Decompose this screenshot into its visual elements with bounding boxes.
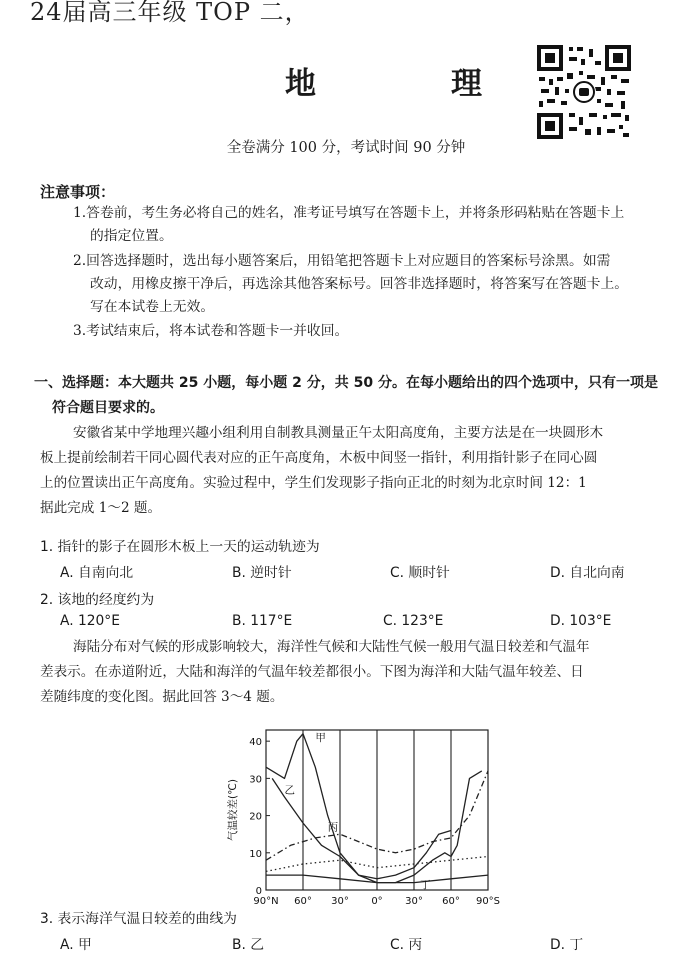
passage1-line3: 上的位置读出正午高度角。实验过程中，学生们发现影子指向正北的时刻为北京时间 12：1 — [40, 475, 587, 491]
chart-series-label: 丙 — [327, 821, 339, 834]
note-item-3: 3.考试结束后，将本试卷和答题卡一并收回。 — [73, 323, 349, 339]
chart-y-tick-label: 30 — [249, 774, 262, 786]
note-item-2-cont2: 写在本试卷上无效。 — [90, 299, 215, 315]
question-1-option-c[interactable]: C. 顺时针 — [390, 565, 450, 581]
question-2-option-c[interactable]: C. 123°E — [383, 613, 444, 629]
chart-y-tick-label: 40 — [249, 737, 262, 749]
chart-x-tick-label: 90°S — [475, 896, 501, 907]
question-3-option-c[interactable]: C. 丙 — [390, 937, 423, 953]
chart-x-tick-label: 60° — [442, 896, 460, 907]
passage1-line4: 据此完成 1～2 题。 — [40, 500, 162, 516]
question-2-option-a[interactable]: A. 120°E — [60, 613, 120, 629]
chart-y-axis-label: 气温较差(℃) — [227, 779, 239, 841]
chart-x-tick-label: 30° — [331, 896, 349, 907]
score-line: 全卷满分 100 分，考试时间 90 分钟 — [226, 140, 466, 156]
chart-x-tick-label: 0° — [371, 896, 383, 907]
chart-series-label: 甲 — [315, 732, 326, 745]
qr-code-icon[interactable] — [535, 43, 633, 141]
passage2-line2: 差表示。在赤道附近，大陆和海洋的气温年较差都很小。下图为海洋和大陆气温年较差、日 — [40, 664, 584, 680]
question-1-option-a[interactable]: A. 自南向北 — [60, 565, 134, 581]
chart-y-tick-label: 0 — [255, 886, 262, 897]
passage1-line2: 板上提前绘制若干同心圆代表对应的正午高度角，木板中间竖一指针，利用指针影子在同心圆 — [40, 450, 598, 466]
note-item-2-cont: 改动，用橡皮擦干净后，再选涂其他答案标号。回答非选择题时，将答案写在答题卡上。 — [90, 276, 629, 292]
question-2-stem: 2. 该地的经度约为 — [40, 592, 155, 608]
exam-header-top: 24届高三年级 TOP 二， — [30, 0, 310, 26]
note-item-1: 1.答卷前，考生务必将自己的姓名，准考证号填写在答题卡上，并将条形码粘贴在答题卡上 — [73, 205, 625, 221]
qr-code-graphic — [535, 43, 633, 141]
question-3-option-d[interactable]: D. 丁 — [550, 937, 584, 953]
chart-x-tick-label: 30° — [405, 896, 423, 907]
question-3-stem: 3. 表示海洋气温日较差的曲线为 — [40, 911, 237, 927]
page-title: 地 理 — [285, 66, 534, 102]
note-item-1-cont: 的指定位置。 — [90, 228, 173, 244]
question-3-option-b[interactable]: B. 乙 — [232, 937, 265, 953]
chart-y-tick-label: 20 — [249, 811, 262, 823]
question-3-option-a[interactable]: A. 甲 — [60, 937, 92, 953]
passage2-line3: 差随纬度的变化图。据此回答 3～4 题。 — [40, 689, 284, 705]
passage2-line1: 海陆分布对气候的形成影响较大，海洋性气候和大陆性气候一般用气温日较差和气温年 — [73, 639, 590, 655]
question-2-option-b[interactable]: B. 117°E — [232, 613, 293, 629]
chart-y-tick-label: 10 — [249, 848, 262, 860]
note-item-2: 2.回答选择题时，选出每小题答案后，用铅笔把答题卡上对应题目的答案标号涂黑。如需 — [73, 253, 611, 269]
temperature-range-chart — [222, 720, 522, 920]
question-2-option-d[interactable]: D. 103°E — [550, 613, 612, 629]
question-1-option-b[interactable]: B. 逆时针 — [232, 565, 292, 581]
section-heading-cont: 符合题目要求的。 — [52, 400, 164, 416]
passage1-line1: 安徽省某中学地理兴趣小组利用自制教具测量正午太阳高度角，主要方法是在一块圆形木 — [73, 425, 604, 441]
question-1-option-d[interactable]: D. 自北向南 — [550, 565, 625, 581]
question-1-stem: 1. 指针的影子在圆形木板上一天的运动轨迹为 — [40, 539, 320, 555]
chart-series-label: 乙 — [284, 784, 295, 797]
notes-heading: 注意事项： — [40, 183, 116, 201]
section-heading: 一、选择题：本大题共 25 小题，每小题 2 分，共 50 分。在每小题给出的四个选项中，只有一项是 — [34, 375, 658, 391]
chart-series-line — [272, 778, 451, 878]
chart-x-tick-label: 90°N — [253, 896, 279, 907]
chart-series-label: 丁 — [420, 879, 431, 892]
chart-x-tick-label: 60° — [294, 896, 312, 907]
